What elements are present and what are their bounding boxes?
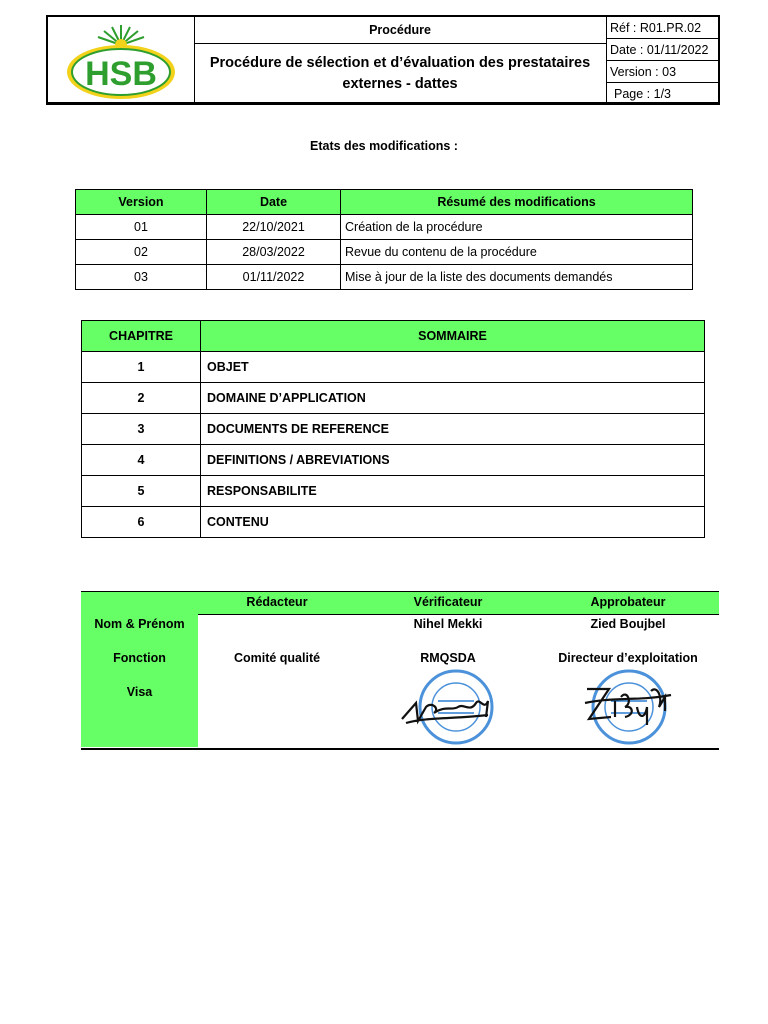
approbateur-function: Directeur d’exploitation — [558, 651, 698, 665]
document-type: Procédure — [194, 17, 606, 44]
table-row — [82, 352, 705, 383]
date-cell: 22/10/2021 — [207, 215, 341, 240]
document-title: Procédure de sélection et d’évaluation des prestataires externes - dattes — [209, 55, 591, 92]
summary-cell: Création de la procédure — [341, 215, 693, 240]
redacteur-header: Rédacteur — [246, 595, 308, 609]
version-cell: 01 — [76, 215, 207, 240]
document-reference: Réf : R01.PR.02 — [606, 17, 718, 39]
chapter-number: 3 — [82, 414, 201, 445]
summary-cell: Mise à jour de la liste des documents demandés — [341, 265, 693, 290]
fonction-label: Fonction — [113, 651, 166, 665]
verificateur-stamp-signature — [396, 667, 506, 747]
chapter-number: 4 — [82, 445, 201, 476]
version-cell: 02 — [76, 240, 207, 265]
table-row — [76, 240, 693, 265]
approbateur-stamp-signature — [581, 667, 691, 747]
table-row — [82, 476, 705, 507]
version-cell: 03 — [76, 265, 207, 290]
approbateur-name: Zied Boujbel — [590, 617, 666, 631]
redacteur-function: Comité qualité — [233, 651, 321, 665]
signature-block — [81, 591, 719, 750]
chapter-number: 2 — [82, 383, 201, 414]
signature-row-labels — [81, 592, 198, 747]
hsb-logo-icon — [48, 17, 194, 105]
page-number: Page : 1/3 — [614, 87, 671, 101]
table-row — [82, 383, 705, 414]
summary-cell: Revue du contenu de la procédure — [341, 240, 693, 265]
verificateur-header: Vérificateur — [413, 595, 483, 609]
table-row — [82, 414, 705, 445]
column-header: CHAPITRE — [82, 321, 201, 352]
chapter-number: 6 — [82, 507, 201, 538]
date-cell: 01/11/2022 — [207, 265, 341, 290]
visa-label: Visa — [126, 685, 153, 699]
chapter-title: OBJET — [201, 352, 705, 383]
verificateur-name: Nihel Mekki — [413, 617, 483, 631]
column-header: Date — [207, 190, 341, 215]
chapter-number: 1 — [82, 352, 201, 383]
column-header: SOMMAIRE — [201, 321, 705, 352]
modifications-table — [75, 189, 693, 290]
chapter-number: 5 — [82, 476, 201, 507]
table-header-row — [82, 321, 705, 352]
modifications-label: Etats des modifications : — [310, 139, 458, 153]
chapter-title: RESPONSABILITE — [201, 476, 705, 507]
chapter-title: DOMAINE D’APPLICATION — [201, 383, 705, 414]
document-date: Date : 01/11/2022 — [606, 39, 718, 61]
chapter-title: CONTENU — [201, 507, 705, 538]
table-row — [76, 215, 693, 240]
summary-table — [81, 320, 705, 538]
column-header: Résumé des modifications — [341, 190, 693, 215]
chapter-title: DEFINITIONS / ABREVIATIONS — [201, 445, 705, 476]
approbateur-header: Approbateur — [590, 595, 666, 609]
header-title-block — [194, 17, 607, 105]
nom-prenom-label: Nom & Prénom — [94, 617, 185, 631]
column-header: Version — [76, 190, 207, 215]
verificateur-function: RMQSDA — [420, 651, 476, 665]
table-row — [82, 507, 705, 538]
svg-text:HSB: HSB — [85, 55, 157, 93]
table-row — [82, 445, 705, 476]
date-cell: 28/03/2022 — [207, 240, 341, 265]
table-row — [76, 265, 693, 290]
header-meta-block — [606, 17, 718, 105]
document-header — [46, 15, 720, 105]
document-version: Version : 03 — [606, 61, 718, 83]
table-header-row — [76, 190, 693, 215]
company-logo — [48, 17, 195, 105]
chapter-title: DOCUMENTS DE REFERENCE — [201, 414, 705, 445]
